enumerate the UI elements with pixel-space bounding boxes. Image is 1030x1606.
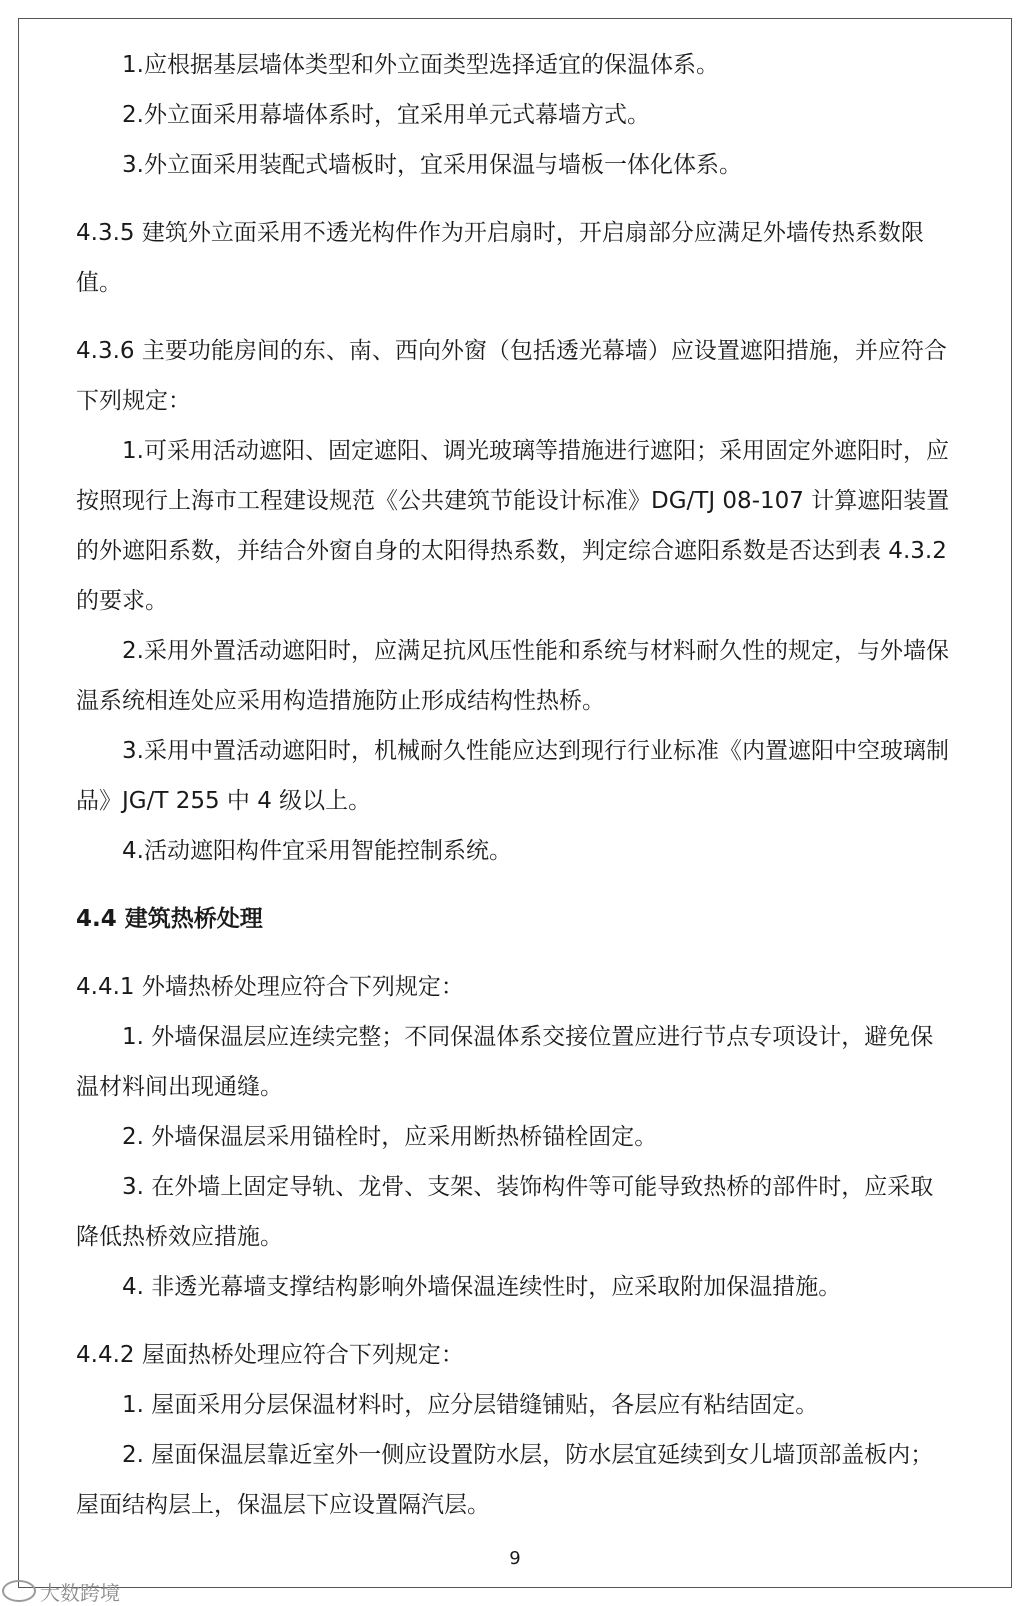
document-body bbox=[76, 40, 956, 1530]
clause-4-4-1: 4.4.1 外墙热桥处理应符合下列规定： bbox=[76, 974, 464, 1000]
list-item: 1. 外墙保温层应连续完整；不同保温体系交接位置应进行节点专项设计，避免保温材料间出现通缝。 bbox=[76, 1024, 934, 1100]
list-item: 3.外立面采用装配式墙板时，宜采用保温与墙板一体化体系。 bbox=[122, 152, 742, 178]
section-heading-4-4: 4.4 建筑热桥处理 bbox=[76, 906, 263, 932]
list-item: 2. 外墙保温层采用锚栓时，应采用断热桥锚栓固定。 bbox=[122, 1124, 658, 1150]
page-number: 9 bbox=[509, 1548, 521, 1569]
list-item: 4. 非透光幕墙支撑结构影响外墙保温连续性时，应采取附加保温措施。 bbox=[122, 1274, 842, 1300]
list-item: 3.采用中置活动遮阳时，机械耐久性能应达到现行行业标准《内置遮阳中空玻璃制品》JG/T 255 中 4 级以上。 bbox=[76, 738, 949, 814]
list-item: 4.活动遮阳构件宜采用智能控制系统。 bbox=[122, 838, 512, 864]
list-item: 2. 屋面保温层靠近室外一侧应设置防水层，防水层宜延续到女儿墙顶部盖板内；屋面结构层上，保温层下应设置隔汽层。 bbox=[76, 1442, 934, 1518]
watermark-text: 大数跨境 bbox=[40, 1580, 120, 1605]
list-item: 2.采用外置活动遮阳时，应满足抗风压性能和系统与材料耐久性的规定，与外墙保温系统相连处应采用构造措施防止形成结构性热桥。 bbox=[76, 638, 949, 714]
list-item: 2.外立面采用幕墙体系时，宜采用单元式幕墙方式。 bbox=[122, 102, 650, 128]
list-item: 3. 在外墙上固定导轨、龙骨、支架、装饰构件等可能导致热桥的部件时，应采取降低热桥效应措施。 bbox=[76, 1174, 934, 1250]
clause-4-3-5: 4.3.5 建筑外立面采用不透光构件作为开启扇时，开启扇部分应满足外墙传热系数限值。 bbox=[76, 220, 924, 296]
logo-icon bbox=[2, 1580, 36, 1602]
list-item: 1.可采用活动遮阳、固定遮阳、调光玻璃等措施进行遮阳；采用固定外遮阳时，应按照现行上海市工程建设规范《公共建筑节能设计标准》DG/TJ 08-107 计算遮阳装置的外遮阳系数，并结合外窗自身的太阳得热系数，判定综合遮阳系数是否达到表 4.3.2 的要求。 bbox=[76, 438, 950, 614]
list-item: 1. 屋面采用分层保温材料时，应分层错缝铺贴，各层应有粘结固定。 bbox=[122, 1392, 819, 1418]
clause-4-3-6: 4.3.6 主要功能房间的东、南、西向外窗（包括透光幕墙）应设置遮阳措施，并应符合下列规定： bbox=[76, 338, 947, 414]
clause-4-4-2: 4.4.2 屋面热桥处理应符合下列规定： bbox=[76, 1342, 464, 1368]
list-item: 1.应根据基层墙体类型和外立面类型选择适宜的保温体系。 bbox=[122, 52, 719, 78]
watermark bbox=[0, 1576, 120, 1606]
